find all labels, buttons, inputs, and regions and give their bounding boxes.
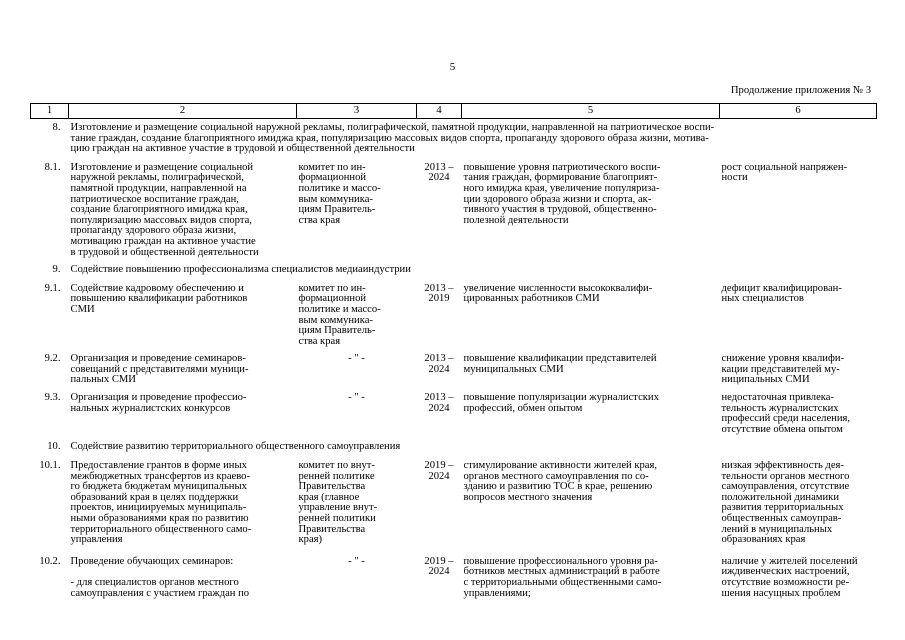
item-consequence: рост социальной напряжен- ности (721, 161, 848, 184)
section-number: 10. (47, 441, 61, 453)
section-row (31, 119, 877, 159)
item-executor: - " - (348, 392, 365, 404)
item-result: повышение квалификации представителей муниципальных СМИ (463, 353, 657, 375)
item-result: повышение популяризации журналистских профессий, обмен опытом (463, 392, 659, 414)
table-row (31, 389, 877, 438)
section-row (31, 261, 877, 280)
item-years: 2013 – 2024 (424, 392, 454, 414)
item-executor: комитет по ин- формационной политике и массо- вым коммуника- циям Правитель- ства края (298, 282, 381, 347)
item-result: увеличение численности высококвалифи- цированных работников СМИ (463, 282, 653, 305)
table-row (31, 159, 877, 261)
item-result: повышение профессионального уровня ра- ботников местных администраций в работе с территориальными общественными само- управлениями; (463, 555, 662, 599)
item-years: 2019 – 2024 (424, 555, 454, 578)
item-name: Изготовление и размещение социальной наружной рекламы, полиграфической, памятной продукции, направленной на патриотическое воспитание граждан, создание благоприятного имиджа края, популяризацию массовых видов спорта, пропаганду здорового образа жизни, мотивацию граждан на активное участие в трудовой и общественной деятельности (70, 161, 259, 258)
section-row (31, 438, 877, 457)
item-consequence: наличие у жителей поселений иждивенческих настроений, отсутствие возможности ре- шения насущных проблем (721, 555, 858, 599)
item-years: 2013 – 2024 (424, 161, 454, 184)
item-number: 10.1. (39, 460, 61, 472)
item-name: Предоставление грантов в форме иных межбюджетных трансфертов из краево- го бюджета бюджетам муниципальных образований края в целях поддержки проектов, инициируемых муниципаль- ными образованиями края по развитию территориального общественного само- управления (70, 460, 252, 546)
item-consequence: снижение уровня квалифи- кации представителей му- ниципальных СМИ (721, 353, 845, 386)
appendix-label: Продолжение приложения № 3 (730, 85, 871, 96)
item-years: 2019 – 2024 (424, 460, 454, 482)
item-name: Организация и проведение профессио- нальных журналистских конкурсов (70, 392, 247, 414)
item-name: Организация и проведение семинаров- совещаний с представителями муници- пальных СМИ (70, 353, 249, 386)
section-title: Содействие развитию территориального общественного самоуправления (70, 441, 401, 453)
item-executor: комитет по ин- формационной политике и массо- вым коммуника- циям Правитель- ства края (298, 161, 381, 226)
item-result: стимулирование активности жителей края, органов местного самоуправления по со- зданию и развитию ТОС в крае, решению вопросов местного значения (463, 460, 658, 503)
item-name: Содействие кадровому обеспечению и повышению квалификации работников СМИ (70, 282, 248, 315)
item-number: 9.3. (44, 392, 61, 404)
item-years: 2013 – 2024 (424, 353, 454, 375)
section-title: Содействие повышению профессионализма специалистов медиаиндустрии (70, 264, 411, 276)
column-header: 4 (417, 104, 462, 119)
column-header: 6 (720, 104, 877, 119)
item-number: 9.2. (44, 353, 61, 365)
column-header-row (31, 104, 877, 119)
item-executor: - " - (348, 555, 365, 567)
table-row (31, 553, 877, 602)
item-number: 8.1. (44, 161, 61, 173)
section-number: 9. (52, 264, 61, 276)
page-number: 5 (449, 61, 456, 73)
item-executor: комитет по внут- ренней политике Правительства края (главное управление внут- ренней политики Правительства края) (298, 460, 378, 546)
item-number: 9.1. (44, 282, 61, 294)
section-title: Изготовление и размещение социальной наружной рекламы, полиграфической, памятной продукции, направленной на патриотическое воспи- тание граждан, создание благоприятного имиджа края, популяризацию массовых видов спорта, пропаганду здорового образа жизни, мотива- цию граждан на активное участие в трудовой и общественной деятельности (70, 122, 715, 155)
item-result: повышение уровня патриотического воспи- тания граждан, формирование благоприят- ного имиджа края, увеличение популяриза- ции здорового образа жизни и спорта, ак- тивного участия в трудовой, общественно- полезной деятельности (463, 161, 661, 226)
column-header: 1 (31, 104, 69, 119)
item-consequence: недостаточная привлека- тельность журналистских профессий среди населения, отсутствие обмена опытом (721, 392, 851, 435)
item-executor: - " - (348, 353, 365, 365)
table-row (31, 457, 877, 553)
item-consequence: низкая эффективность дея- тельности органов местного самоуправления, отсутствие положительной динамики развития территориальных общественных самоуправ- лений в муниципальных образованиях края (721, 460, 850, 546)
item-years: 2013 – 2019 (424, 282, 454, 305)
program-table (30, 103, 877, 602)
column-header: 3 (297, 104, 417, 119)
column-header: 2 (69, 104, 297, 119)
item-name: Проведение обучающих семинаров: - для специалистов органов местного самоуправления с участием граждан по (70, 555, 250, 599)
table-row (31, 280, 877, 351)
item-consequence: дефицит квалифицирован- ных специалистов (721, 282, 842, 305)
item-number: 10.2. (39, 555, 61, 567)
column-header: 5 (462, 104, 720, 119)
section-number: 8. (52, 122, 61, 133)
table-row (31, 350, 877, 389)
